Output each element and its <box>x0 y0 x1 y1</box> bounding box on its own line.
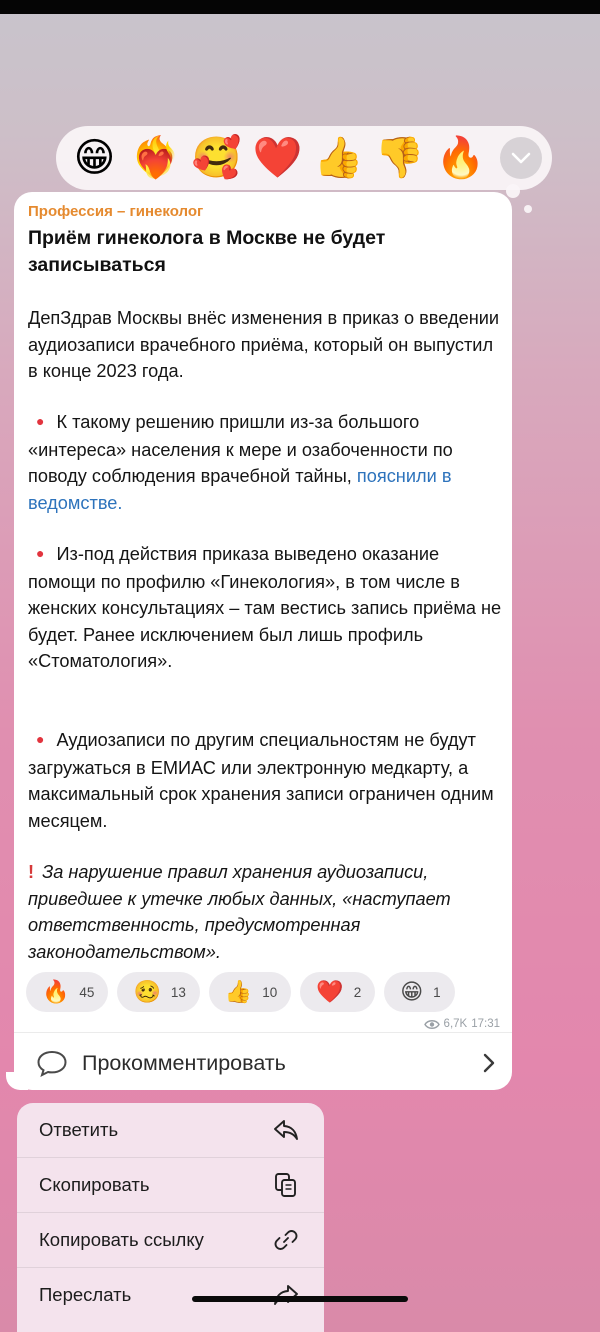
reply-icon <box>272 1116 300 1144</box>
menu-item-label: Копировать ссылку <box>39 1229 204 1250</box>
post-title: Приём гинеколога в Москве не будет записываться <box>28 227 386 276</box>
reaction-chip-thumbs-up[interactable] <box>209 972 291 1012</box>
bullet-1-text: К такому решению пришли из-за большого «интереса» населения к мере и озабоченности по поводу соблюдения врачебной тайны, <box>28 412 453 486</box>
post-bullet-2 <box>28 541 506 675</box>
post-bullet-1 <box>28 409 506 516</box>
reaction-option-grin[interactable]: 😁 <box>73 136 116 180</box>
comment-button[interactable] <box>36 1042 496 1084</box>
reaction-chip-fire[interactable] <box>26 972 108 1012</box>
channel-name[interactable]: Профессия – гинеколог <box>28 203 204 220</box>
home-indicator[interactable] <box>192 1296 408 1302</box>
menu-item-reply[interactable] <box>17 1103 324 1158</box>
menu-item-copy-link[interactable] <box>17 1213 324 1268</box>
forward-icon <box>272 1281 300 1309</box>
bullet-icon: ● <box>36 413 45 429</box>
picker-bubble-tail <box>506 184 520 198</box>
reaction-option-fire[interactable]: 🔥 <box>435 136 486 180</box>
divider <box>14 1032 512 1033</box>
reaction-chip-grin[interactable] <box>384 972 454 1012</box>
reaction-count: 1 <box>433 984 441 1000</box>
menu-item-forward[interactable] <box>17 1268 324 1322</box>
bullet-3-text: Аудиозаписи по другим специальностям не будут загружаться в ЕМИАС или электронную медкарту, а максимальный срок хранения записи ограничен одним месяцем. <box>28 730 494 831</box>
thumbs-up-icon: 👍 <box>224 979 253 1004</box>
menu-item-copy[interactable] <box>17 1158 324 1213</box>
menu-item-label: Ответить <box>39 1119 119 1140</box>
reaction-option-thumbs-up[interactable]: 👍 <box>313 136 364 180</box>
warning-text: За нарушение правил хранения аудиозаписи, приведшее к утечке любых данных, «наступает ответственность, предусмотренная законодательством». <box>28 862 451 962</box>
comment-label: Прокомментировать <box>82 1050 286 1075</box>
menu-item-label: Скопировать <box>39 1174 150 1195</box>
comment-bubble-icon <box>36 1049 68 1077</box>
bullet-icon: ● <box>36 731 45 747</box>
copy-icon <box>272 1171 300 1199</box>
message-meta <box>424 1018 500 1030</box>
reaction-option-thumbs-down[interactable]: 👎 <box>374 136 425 180</box>
view-count: 6,7K <box>443 1018 468 1030</box>
post-bullet-3 <box>28 727 506 834</box>
grin-icon: 😁 <box>400 979 424 1004</box>
reactions-bar <box>26 972 455 1012</box>
menu-item-label: Переслать <box>39 1284 132 1305</box>
reaction-count: 45 <box>79 984 95 1000</box>
message-time: 17:31 <box>471 1018 500 1030</box>
reaction-option-smiling-hearts[interactable]: 🥰 <box>191 136 242 180</box>
fire-icon: 🔥 <box>42 979 70 1004</box>
reaction-picker <box>56 126 552 190</box>
picker-bubble-tail-small <box>524 205 532 213</box>
reaction-option-heart[interactable]: ❤️ <box>252 136 303 180</box>
reaction-chip-heart[interactable] <box>300 972 375 1012</box>
bullet-icon: ● <box>36 545 45 561</box>
post-intro: ДепЗдрав Москвы внёс изменения в приказ о введении аудиозаписи врачебного приёма, который он выпустил в конце 2023 года. <box>28 308 500 381</box>
eye-icon <box>424 1019 440 1030</box>
woozy-face-icon: 🥴 <box>133 979 161 1004</box>
reaction-option-heart-on-fire[interactable]: ❤️‍🔥 <box>130 136 181 180</box>
chevron-right-icon <box>482 1052 496 1074</box>
reaction-chip-woozy[interactable] <box>117 972 199 1012</box>
source-link[interactable]: пояснили в ведомстве. <box>28 466 452 513</box>
link-icon <box>272 1226 300 1254</box>
bullet-2-text: Из-под действия приказа выведено оказание помощи по профилю «Гинекология», в том числе в женских консультациях – там вестись запись приёма не будет. Ранее исключением был лишь профиль «Стоматология». <box>28 544 502 671</box>
post-warning <box>28 859 506 965</box>
message-card <box>14 192 512 1090</box>
reaction-count: 2 <box>353 984 362 1000</box>
exclamation-icon: ! <box>28 862 35 882</box>
chevron-down-icon <box>511 152 531 164</box>
heart-icon: ❤️ <box>316 979 344 1004</box>
expand-reactions-button[interactable] <box>500 137 542 179</box>
status-bar <box>0 0 600 14</box>
reaction-count: 13 <box>170 984 186 1000</box>
reaction-count: 10 <box>262 984 278 1000</box>
